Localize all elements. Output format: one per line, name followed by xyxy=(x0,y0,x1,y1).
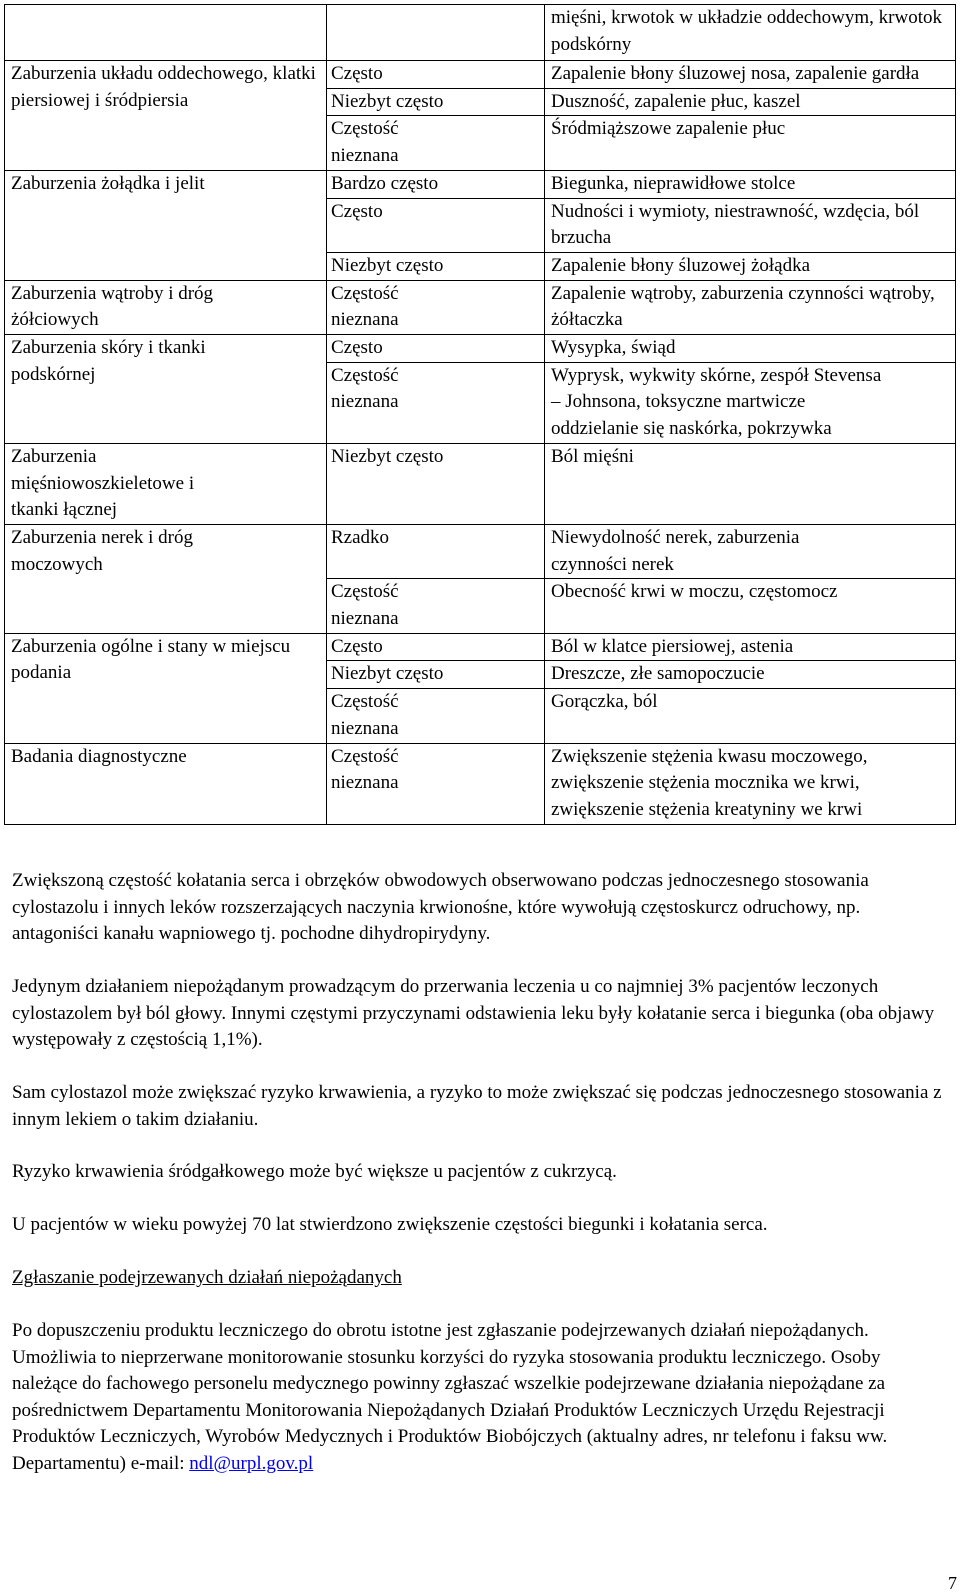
paragraph-palpitations: Zwiększoną częstość kołatania serca i obrzęków obwodowych obserwowano podczas jednoczesnego stosowania cylostazolu i innych leków rozszerzających naczynia krwionośne, które wywołują częstoskurcz odruchowy, np. antagoniści kanału wapniowego tj. pochodne dihydropirydyny. xyxy=(12,870,869,944)
effect-cell: Duszność, zapalenie płuc, kaszel xyxy=(545,88,956,116)
organ-class-text: Zaburzenia ogólne i stany w miejscu podania xyxy=(11,635,291,684)
effect-cell: Biegunka, nieprawidłowe stolce xyxy=(545,170,956,198)
effect-cell xyxy=(545,524,956,578)
frequency-cell: Często xyxy=(327,335,545,363)
table-row xyxy=(5,743,956,824)
organ-class-cell: Zaburzenia żołądka i jelit xyxy=(5,170,327,280)
effect-cell: Zapalenie błony śluzowej żołądka xyxy=(545,252,956,280)
table-row xyxy=(5,280,956,334)
frequency-cell: Często xyxy=(327,198,545,252)
frequency-cell: Niezbyt często xyxy=(327,661,545,689)
frequency-cell xyxy=(327,689,545,743)
effect-text: Wyprysk, wykwity skórne, zespół Stevensa – Johnsona, toksyczne martwicze oddzielanie się naskórka, pokrzywka xyxy=(551,364,882,440)
effect-text: Niewydolność nerek, zaburzenia czynności nerek xyxy=(551,526,800,575)
organ-class-text: Zaburzenia nerek i dróg moczowych xyxy=(11,526,193,575)
frequency-cell: Niezbyt często xyxy=(327,88,545,116)
effect-cell: Ból w klatce piersiowej, astenia xyxy=(545,633,956,661)
frequency-text: Częstość nieznana xyxy=(331,364,399,413)
organ-class-cell: Badania diagnostyczne xyxy=(5,743,327,824)
effect-cell: Zapalenie wątroby, zaburzenia czynności wątroby, żółtaczka xyxy=(545,280,956,334)
frequency-cell: Bardzo często xyxy=(327,170,545,198)
organ-class-cell xyxy=(5,5,327,61)
email-link[interactable]: ndl@urpl.gov.pl xyxy=(189,1452,314,1474)
table-row xyxy=(5,5,956,61)
frequency-cell: Często xyxy=(327,61,545,89)
section-heading-reporting: Zgłaszanie podejrzewanych działań niepożądanych xyxy=(12,1267,402,1288)
effect-cell: Wysypka, świąd xyxy=(545,335,956,363)
table-row xyxy=(5,61,956,89)
paragraph-reporting xyxy=(12,1318,947,1477)
frequency-text: Częstość nieznana xyxy=(331,118,399,167)
table-row xyxy=(5,524,956,578)
frequency-cell xyxy=(327,116,545,170)
frequency-cell: Często xyxy=(327,633,545,661)
frequency-cell xyxy=(327,743,545,824)
effect-cell: Nudności i wymioty, niestrawność, wzdęcia, ból brzucha xyxy=(545,198,956,252)
paragraph-ocular-bleeding: Ryzyko krwawienia śródgałkowego może być większe u pacjentów z cukrzycą. xyxy=(12,1161,617,1182)
organ-class-cell xyxy=(5,335,327,444)
frequency-cell xyxy=(327,579,545,633)
effect-cell: Ból mięśni xyxy=(545,443,956,524)
organ-class-cell: Zaburzenia układu oddechowego, klatki piersiowej i śródpiersia xyxy=(5,61,327,171)
table-row xyxy=(5,335,956,363)
reporting-text: Po dopuszczeniu produktu leczniczego do obrotu istotne jest zgłaszanie podejrzewanych działań niepożądanych. Umożliwia to nieprzerwane monitorowanie stosunku korzyści do ryzyka stosowania produktu leczniczego. Osoby należące do fachowego personelu medycznego powinny zgłaszać wszelkie podejrzewane działania niepożądane za pośrednictwem Departamentu Monitorowania Niepożądanych Działań Produktów Leczniczych Urzędu Rejestracji Produktów Leczniczych, Wyrobów Medycznych i Produktów Biobójczych (aktualny adres, nr telefonu i faksu ww. Departamentu) e-mail: xyxy=(12,1320,888,1474)
organ-class-cell xyxy=(5,633,327,743)
adverse-effects-table xyxy=(4,4,956,825)
paragraph-bleeding-risk: Sam cylostazol może zwiększać ryzyko krwawienia, a ryzyko to może zwiększać się podczas jednoczesnego stosowania z innym lekiem o takim działaniu. xyxy=(12,1082,942,1130)
frequency-cell: Niezbyt często xyxy=(327,252,545,280)
effect-cell xyxy=(545,362,956,443)
organ-class-cell xyxy=(5,443,327,524)
effect-cell: Obecność krwi w moczu, częstomocz xyxy=(545,579,956,633)
organ-class-cell xyxy=(5,280,327,334)
effect-cell: Śródmiąższowe zapalenie płuc xyxy=(545,116,956,170)
organ-class-text: Zaburzenia wątroby i dróg żółciowych xyxy=(11,282,214,331)
effect-cell: mięśni, krwotok w układzie oddechowym, krwotok podskórny xyxy=(545,5,956,61)
frequency-cell xyxy=(327,5,545,61)
frequency-text: Częstość nieznana xyxy=(331,581,399,630)
frequency-cell xyxy=(327,280,545,334)
page-number: 7 xyxy=(948,1573,957,1593)
effect-cell xyxy=(545,743,956,824)
paragraph-elderly: U pacjentów w wieku powyżej 70 lat stwierdzono zwiększenie częstości biegunki i kołatania serca. xyxy=(12,1214,768,1235)
frequency-cell: Niezbyt często xyxy=(327,443,545,524)
frequency-cell xyxy=(327,362,545,443)
organ-class-text: Zaburzenia skóry i tkanki podskórnej xyxy=(11,337,206,385)
organ-class-cell xyxy=(5,524,327,633)
paragraph-discontinuation: Jedynym działaniem niepożądanym prowadzącym do przerwania leczenia u co najmniej 3% pacjentów leczonych cylostazolem był ból głowy. Innymi częstymi przyczynami odstawienia leku były kołatanie serca i biegunka (oba objawy występowały z częstością 1,1%). xyxy=(12,976,935,1050)
table-row xyxy=(5,633,956,661)
frequency-text: Częstość nieznana xyxy=(331,691,399,739)
effect-text: Zwiększenie stężenia kwasu moczowego, zwiększenie stężenia mocznika we krwi, zwiększenie stężenia kreatyniny we krwi xyxy=(551,745,868,820)
effect-cell: Zapalenie błony śluzowej nosa, zapalenie gardła xyxy=(545,61,956,89)
organ-class-text: Zaburzenia mięśniowoszkieletowe i tkanki łącznej xyxy=(11,445,195,521)
frequency-text: Częstość nieznana xyxy=(331,282,399,331)
frequency-text: Częstość nieznana xyxy=(331,745,399,794)
effect-cell: Dreszcze, złe samopoczucie xyxy=(545,661,956,689)
frequency-cell: Rzadko xyxy=(327,524,545,578)
effect-cell: Gorączka, ból xyxy=(545,689,956,743)
table-row xyxy=(5,170,956,198)
table-row xyxy=(5,443,956,524)
